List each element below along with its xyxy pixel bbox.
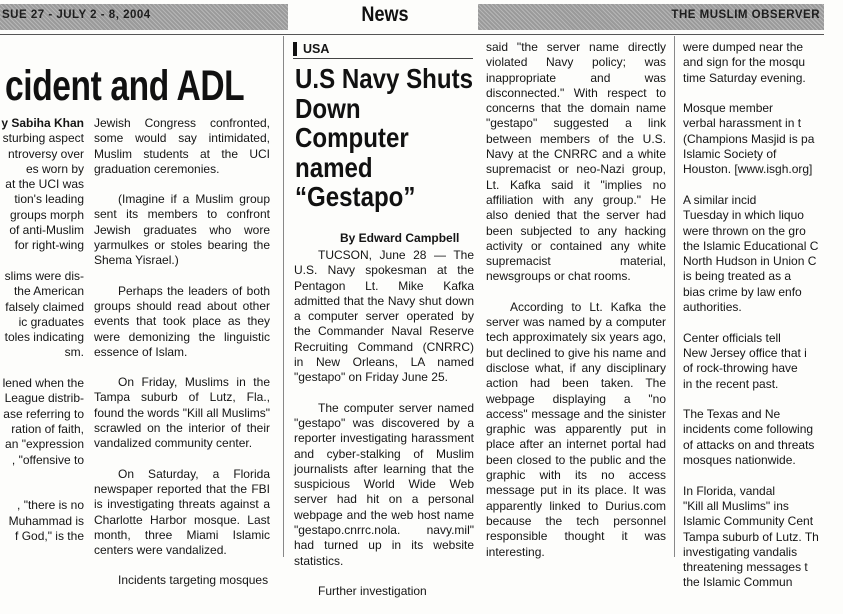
partial-text-line xyxy=(0,254,84,269)
partial-text-line: (Champions Masjid is pa xyxy=(683,131,815,146)
partial-text-line: toles indicating xyxy=(4,330,84,345)
partial-text-line xyxy=(683,468,843,483)
partial-text-line: is being treated as a xyxy=(683,269,792,284)
partial-text-line: tion's leading xyxy=(14,192,84,207)
partial-text-line: sm. xyxy=(64,345,84,360)
partial-text-line: f God," is the xyxy=(15,529,84,544)
partial-text-line: time Saturday evening. xyxy=(683,70,806,85)
paper-name: THE MUSLIM OBSERVER xyxy=(671,9,820,21)
partial-text-line: incidents come following xyxy=(683,422,814,437)
partial-text-line: Islamic Society of xyxy=(683,147,777,162)
partial-text-line: authorities. xyxy=(683,300,742,315)
partial-text-line: mosques nationwide. xyxy=(683,453,796,468)
partial-text-line: of attacks on and threats xyxy=(683,437,815,452)
partial-text-line: and sign for the mosqu xyxy=(683,55,806,70)
left-paragraph: Incidents targeting mosques xyxy=(118,573,269,588)
center-paragraph: According to Lt. Kafka the server was named by a computer tech approximately six years ago, but declined to give his name and disclose what, if any disciplinary action had been taken. The webpage displaying a "no access" message and the sinister graphic was apparently put in place after an internet portal had been closed to the public and the graphic with its no access message put in its place. It was apparently linked to Durius.com because the tech personnel responsible thought it was interesting. xyxy=(486,299,666,559)
left-headline: cident and ADL xyxy=(5,62,245,110)
masthead-band-right xyxy=(478,4,824,30)
partial-text-line xyxy=(0,483,84,498)
partial-text-line: of anti-Muslim xyxy=(9,223,84,238)
partial-text-line: were thrown on the gro xyxy=(683,223,806,238)
left-paragraph: (Imagine if a Muslim group sent its members to confront Jewish graduates who wore yarmulkes or stoles bearing the Shema Yisrael.) xyxy=(94,192,270,268)
partial-text-line: the Islamic Commun xyxy=(683,575,793,590)
masthead-band-left xyxy=(0,4,288,30)
center-paragraph: said "the server name directly violated Navy policy; was inappropriate and was disconnected." With respect to concerns that the domain name "gestapo" suggested a link between members of the U.S. Navy at the CNRRC and a white supremacist or neo-Nazi group, Lt. Kafka said it "implies no affiliation with any group." He also denied that the server had been subjected to any hacking activity or contained any white supremacist material, newsgroups or chat rooms. xyxy=(486,40,666,284)
partial-text-line: lened when the xyxy=(2,376,84,391)
right-partial-column xyxy=(683,40,824,590)
center-paragraph: TUCSON, June 28 — The U.S. Navy spokesman at the Pentagon Lt. Mike Kafka admitted that the Navy shut down a computer server operated by the Commander Naval Reserve Recruiting Command (CNRRC) in New Orleans, LA named "gestapo" on Friday June 25. xyxy=(294,248,474,385)
left-partial-text xyxy=(0,116,84,544)
partial-text-line: The Texas and Ne xyxy=(683,407,781,422)
partial-text-line: sturbing aspect xyxy=(2,131,84,146)
partial-text-line: North Hudson in Union C xyxy=(683,254,817,269)
partial-text-line: League distrib- xyxy=(4,391,84,406)
partial-text-line: threatening messages t xyxy=(683,560,808,575)
left-article-column xyxy=(94,116,270,604)
partial-text-line: the Islamic Educational C xyxy=(683,238,819,253)
center-paragraph: Further investigation xyxy=(318,583,427,598)
section-tag-rule xyxy=(293,58,473,59)
center-column-2 xyxy=(486,40,666,557)
issue-date: SUE 27 - JULY 2 - 8, 2004 xyxy=(2,9,151,21)
partial-text-line: the American xyxy=(13,284,84,299)
partial-text-line: Center officials tell xyxy=(683,330,781,345)
partial-text-line: Tuesday in which liquo xyxy=(683,208,804,223)
partial-text-line: ration of faith, xyxy=(11,421,84,436)
section-tag: USA xyxy=(293,42,329,56)
partial-text-line: es worn by xyxy=(25,161,84,176)
left-byline: y Sabiha Khan xyxy=(1,116,84,130)
left-paragraph: Perhaps the leaders of both groups should read about other events that took place as they were demonizing the linguistic essence of Islam. xyxy=(94,283,270,359)
masthead-rule xyxy=(0,34,824,35)
section-label: News xyxy=(361,3,409,26)
partial-text-line: In Florida, vandal xyxy=(683,483,776,498)
partial-text-line: falsely claimed xyxy=(5,299,84,314)
partial-text-line: Mosque member xyxy=(683,101,774,116)
center-paragraph: The computer server named "gestapo" was discovered by a reporter investigating harassment and cyber-stalking of Muslim journalists after learning that the suspicious World Wide Web server had hit on a personal webpage and the web host name "gestapo.cnrrc.nola. navy.mil" had turned up in its website statistics. xyxy=(294,400,474,568)
partial-text-line xyxy=(683,315,843,330)
partial-text-line: groups morph xyxy=(9,207,84,222)
partial-text-line: verbal harassment in t xyxy=(683,116,802,131)
center-column-1 xyxy=(294,248,474,598)
partial-text-line: A similar incid xyxy=(683,192,757,207)
partial-text-line: Islamic Community Cent xyxy=(683,514,814,529)
partial-text-line: ic graduates xyxy=(18,314,84,329)
partial-text-line: Tampa suburb of Lutz. Th xyxy=(683,529,819,544)
partial-text-line: slims were dis- xyxy=(4,268,84,283)
partial-text-line xyxy=(683,86,843,101)
partial-text-line: bias crime by law enfo xyxy=(683,284,802,299)
partial-text-line xyxy=(683,392,843,407)
column-divider xyxy=(283,36,284,557)
partial-text-line: at the UCI was xyxy=(5,177,84,192)
partial-text-line: an "expression xyxy=(5,437,84,452)
partial-text-line: Houston. [www.isgh.org] xyxy=(683,162,813,177)
partial-text-line xyxy=(0,468,84,483)
partial-text-line xyxy=(683,178,843,193)
column-divider xyxy=(674,36,675,557)
right-partial-text xyxy=(683,40,843,591)
partial-text-line: of rock-throwing have xyxy=(683,361,798,376)
left-paragraph: On Friday, Muslims in the Tampa suburb of Lutz, Fla., found the words "Kill all Muslims" scrawled on the interior of their vandalized community center. xyxy=(94,375,270,451)
partial-text-line: "Kill all Muslims" ins xyxy=(683,498,789,513)
left-paragraph: Jewish Congress confronted, some would say intimidated, Muslim students at the UCI graduation ceremonies. xyxy=(94,116,270,176)
partial-text-line: were dumped near the xyxy=(683,40,804,54)
center-headline: U.S Navy Shuts Down Computer named “Gestapo” xyxy=(295,63,473,212)
partial-text-line: for right-wing xyxy=(14,238,84,253)
partial-text-line: , "offensive to xyxy=(11,452,84,467)
center-byline: By Edward Campbell xyxy=(340,231,460,245)
left-paragraph: On Saturday, a Florida newspaper reported that the FBI is investigating threats against a Charlotte Harbor mosque. Last month, three Miami Islamic centers were vandalized. xyxy=(94,466,270,558)
partial-text-line: in the recent past. xyxy=(683,376,779,391)
left-partial-column xyxy=(0,116,84,557)
partial-text-line: Muhammad is xyxy=(8,513,84,528)
partial-text-line: New Jersey office that i xyxy=(683,345,807,360)
partial-text-line: investigating vandalis xyxy=(683,544,798,559)
partial-text-line xyxy=(0,361,84,376)
partial-text-line: ntroversy over xyxy=(7,146,84,161)
partial-text-line: ase referring to xyxy=(3,406,84,421)
partial-text-line: , "there is no xyxy=(17,498,84,513)
